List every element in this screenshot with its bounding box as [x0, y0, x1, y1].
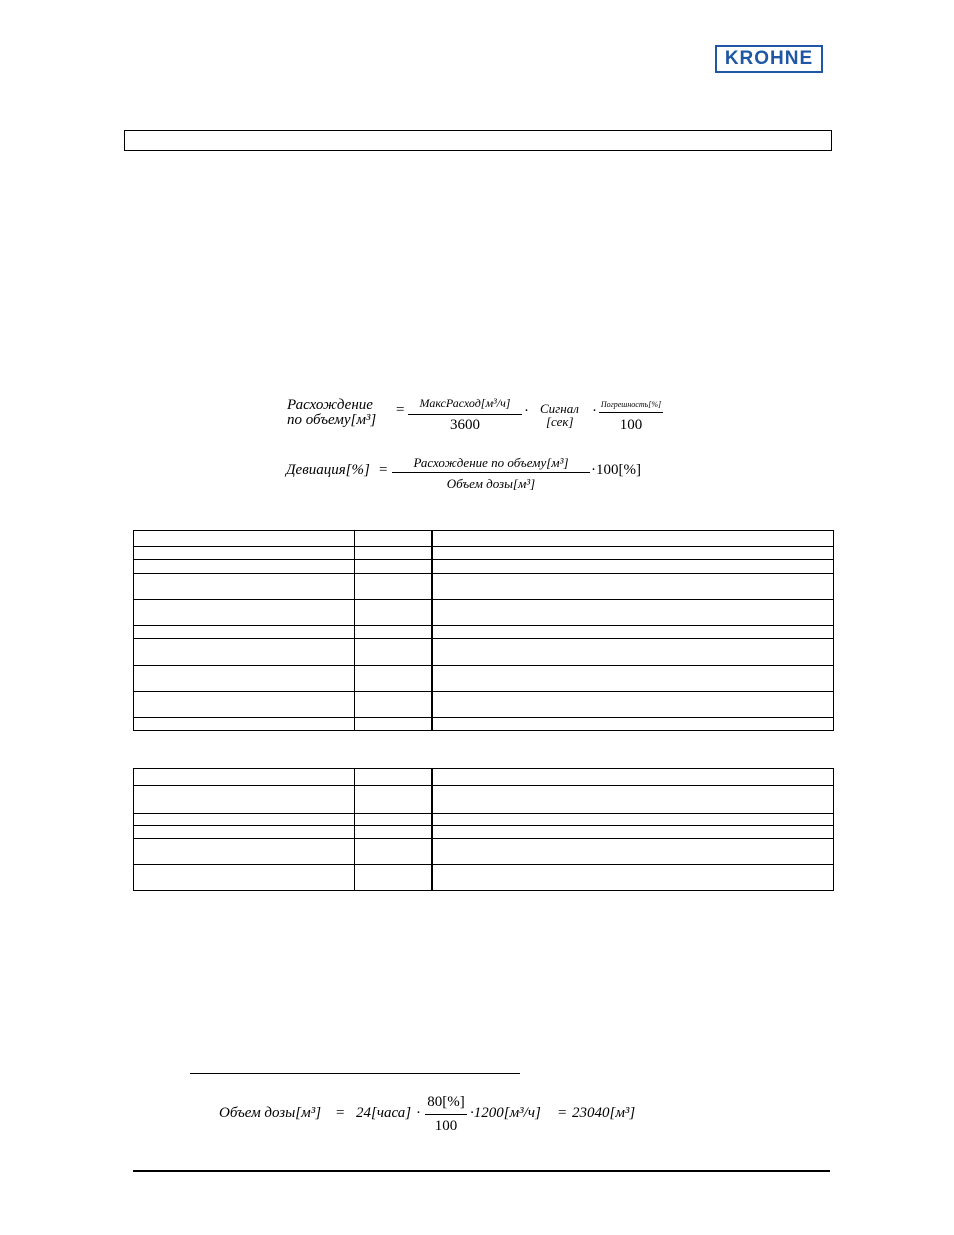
table-cell — [134, 626, 355, 639]
formula3-lhs: Объем дозы[м³] — [219, 1105, 322, 1121]
formula3-result: 23040[м³] — [572, 1105, 636, 1121]
table-cell — [355, 547, 432, 560]
table-2 — [133, 768, 834, 891]
formula1-signal-line1: Сигнал — [540, 401, 579, 416]
table-cell — [432, 574, 834, 600]
formula3-equals2: = — [558, 1105, 567, 1121]
formula1-lhs-line2: по объему[м³] — [287, 412, 377, 428]
table-cell — [432, 560, 834, 574]
table-cell — [355, 639, 432, 666]
formula2-equals: = — [379, 462, 388, 478]
formula1-dot2: · — [592, 403, 597, 419]
table-cell — [355, 531, 432, 547]
table-cell — [134, 600, 355, 626]
table-cell — [355, 574, 432, 600]
table-cell — [134, 786, 355, 814]
table-cell — [432, 839, 834, 865]
formula2-fraction-bar — [392, 472, 590, 473]
table-row — [134, 718, 834, 731]
table-cell — [355, 814, 432, 826]
table-cell — [355, 718, 432, 731]
formula1-fraction-bar3 — [599, 412, 663, 413]
table-cell — [355, 786, 432, 814]
logo-text: KROHNE — [724, 48, 814, 69]
table-row — [134, 531, 834, 547]
table-cell — [134, 574, 355, 600]
table-cell — [432, 531, 834, 547]
formula3-dot1: · — [416, 1105, 421, 1121]
table-cell — [134, 814, 355, 826]
table-row — [134, 814, 834, 826]
formula1-fraction-bar1 — [408, 414, 522, 415]
table-cell — [355, 692, 432, 718]
table-cell — [134, 531, 355, 547]
table-cell — [355, 865, 432, 891]
table-cell — [432, 718, 834, 731]
table-cell — [432, 639, 834, 666]
header-box — [124, 130, 832, 151]
table-cell — [134, 769, 355, 786]
table-cell — [134, 826, 355, 839]
table-cell — [432, 547, 834, 560]
table-cell — [432, 814, 834, 826]
formula3-equals1: = — [336, 1105, 345, 1121]
table-1 — [133, 530, 834, 731]
table-cell — [355, 600, 432, 626]
table-row — [134, 560, 834, 574]
formula3-fraction-bar — [425, 1114, 467, 1115]
table-cell — [134, 865, 355, 891]
formula2-numerator: Расхождение по объему[м³] — [413, 455, 569, 470]
table-cell — [432, 769, 834, 786]
table-row — [134, 626, 834, 639]
formula3-numerator: 80[%] — [427, 1094, 465, 1110]
table-cell — [134, 718, 355, 731]
table-cell — [432, 666, 834, 692]
table-row — [134, 786, 834, 814]
page-bottom-rule — [133, 1170, 830, 1172]
table-row — [134, 839, 834, 865]
table-row — [134, 639, 834, 666]
table-row — [134, 826, 834, 839]
formula1-denominator3: 100 — [619, 417, 643, 433]
table-cell — [432, 600, 834, 626]
formula3-tail: ·1200[м³/ч] — [470, 1105, 541, 1121]
table-row — [134, 600, 834, 626]
table-cell — [134, 560, 355, 574]
table-cell — [134, 639, 355, 666]
formula1-denominator1: 3600 — [450, 417, 480, 433]
table-cell — [432, 626, 834, 639]
krohne-logo — [715, 45, 823, 73]
table-cell — [432, 692, 834, 718]
footnote-rule — [190, 1073, 520, 1074]
table-cell — [355, 826, 432, 839]
table-cell — [134, 547, 355, 560]
table-row — [134, 574, 834, 600]
table-cell — [134, 692, 355, 718]
formula2-lhs: Девиация[%] — [286, 462, 370, 478]
table-cell — [355, 839, 432, 865]
table-cell — [355, 560, 432, 574]
table-cell — [355, 769, 432, 786]
table-cell — [355, 626, 432, 639]
formula1-lhs-line1: Расхождение — [287, 397, 373, 413]
table-cell — [432, 865, 834, 891]
formula1-numerator1: МаксРасход[м³/ч] — [419, 396, 511, 410]
table-cell — [134, 839, 355, 865]
table-row — [134, 692, 834, 718]
table-row — [134, 865, 834, 891]
formula3-term1: 24[часа] — [356, 1105, 412, 1121]
formula1-signal-line2: [сек] — [546, 414, 574, 429]
table-cell — [432, 786, 834, 814]
table-row — [134, 547, 834, 560]
table-cell — [355, 666, 432, 692]
formula1-equals: = — [396, 402, 405, 418]
table-row — [134, 666, 834, 692]
formula1-numerator3: Погрешность[%] — [600, 400, 662, 409]
table-row — [134, 769, 834, 786]
formula2-tail: ·100[%] — [591, 462, 641, 478]
formula1-dot1: · — [524, 403, 529, 419]
formula2-denominator: Объем дозы[м³] — [446, 476, 536, 491]
table-cell — [432, 826, 834, 839]
table-cell — [134, 666, 355, 692]
formula3-denominator: 100 — [434, 1118, 458, 1134]
